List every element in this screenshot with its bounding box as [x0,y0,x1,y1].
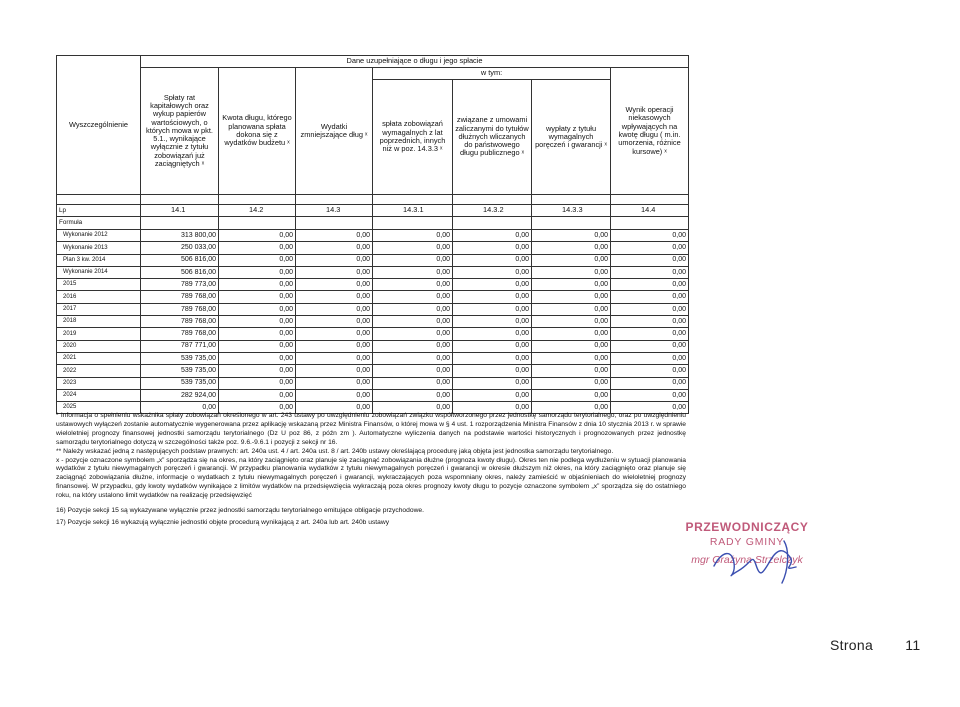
table-cell: 0,00 [453,377,532,389]
table-cell: 0,00 [453,291,532,303]
row-label: Wykonanie 2014 [57,266,141,278]
table-cell: 539 735,00 [141,365,219,377]
table-cell: 250 033,00 [141,242,219,254]
page-number: 11 [905,637,921,653]
table-cell: 0,00 [532,254,611,266]
table-cell: 0,00 [611,377,689,389]
spacer-row [57,195,689,205]
table-cell: 0,00 [532,316,611,328]
row-label: Wykonanie 2012 [57,230,141,242]
table-cell: 0,00 [373,266,453,278]
table-cell: 0,00 [453,316,532,328]
table-cell: 0,00 [219,230,296,242]
table-cell: 0,00 [219,389,296,401]
row-label: 2020 [57,340,141,352]
table-cell: 0,00 [453,352,532,364]
row-label: 2022 [57,365,141,377]
row-label: 2025 [57,402,141,414]
table-cell: 0,00 [532,340,611,352]
table-cell: 0,00 [532,402,611,414]
table-row [57,365,689,377]
header-col-14-4: Wynik operacji niekasowych wpływających na kwotę długu ( m.in. umorzenia, różnice kursowe) ˣ [611,68,689,195]
table-row [57,316,689,328]
table-cell: 0,00 [453,389,532,401]
header-col-14-3-1: spłata zobowiązań wymagalnych z lat poprzednich, innych niż w poz. 14.3.3 ˣ [373,80,453,195]
table-cell: 0,00 [296,279,373,291]
formula-row [57,217,689,230]
table-row [57,291,689,303]
table-cell: 0,00 [532,230,611,242]
table-cell: 0,00 [219,402,296,414]
table-cell: 0,00 [611,352,689,364]
table-cell: 0,00 [296,291,373,303]
row-label: 2015 [57,279,141,291]
stamp-line-council: RADY GMINY [709,536,785,548]
header-group-title: Dane uzupełniające o długu i jego spłacie [141,56,689,68]
table-row [57,389,689,401]
table-cell: 0,00 [373,365,453,377]
table-cell: 0,00 [296,340,373,352]
table-cell: 0,00 [296,230,373,242]
table-cell: 0,00 [532,279,611,291]
table-cell: 0,00 [219,352,296,364]
table-cell: 0,00 [296,254,373,266]
row-label: 2017 [57,303,141,315]
footnote-16: 16) Pozycje sekcji 15 są wykazywane wyłącznie przez jednostki samorządu terytorialnego emitujące obligacje przychodowe. [56,507,424,515]
table-cell: 0,00 [453,279,532,291]
table-row [57,266,689,278]
table-cell: 0,00 [373,389,453,401]
table-cell: 0,00 [373,242,453,254]
row-label: 2018 [57,316,141,328]
table-cell: 0,00 [611,340,689,352]
table-cell: 0,00 [296,377,373,389]
table-cell: 0,00 [532,242,611,254]
table-cell: 0,00 [373,340,453,352]
table-cell: 0,00 [219,328,296,340]
table-cell: 0,00 [453,340,532,352]
table-cell: 539 735,00 [141,377,219,389]
table-cell: 0,00 [219,303,296,315]
table-cell: 0,00 [219,377,296,389]
table-cell: 0,00 [373,230,453,242]
table-cell: 0,00 [532,377,611,389]
footnote-x: x - pozycje oznaczone symbolem „x” sporządza się na okres, na który zaciągnięto oraz planuje się zaciągnąć zobowiązania dłużne (prognoza kwoty długu). Okres ten nie podlega wydłużeniu w sytuacji planowania wydatków z tytułu niewymagalnych poręczeń i gwarancji. W przypadku planowania wydatków z tytułu niewymagalnych poręczeń i gwarancji w okresie dłuższym niż okres, na który zaciągnięto oraz planuje się zaciągnąć zobowiązania dłużne, informacje o wydatkach z tytułu niewymagalnych poręczeń i gwarancji, wykraczających poza wspomniany okres, należy zamieścić w objaśnieniach do wieloletniej prognozy finansowej. W przypadku, gdy kwoty wydatków wynikające z limitów wydatków na przedsięwzięcia wykraczają poza okres prognozy kwoty długu to pozycje oznaczone symbolem „x” sporządza się do ostatniego roku, na który ustalono limit wydatków na realizację przedsięwzięć [56,456,686,500]
table-cell: 0,00 [611,291,689,303]
table-cell: 789 768,00 [141,328,219,340]
table-cell: 0,00 [219,279,296,291]
table-cell: 0,00 [611,402,689,414]
table-cell: 0,00 [219,365,296,377]
footnote-1: * Informacja o spełnieniu wskaźnika spłaty zobowiązań określonego w art. 243 ustawy po uwzględnieniu zobowiązań związku współtworzonego przez jednostkę samorządu terytorialnego, oraz po uwzględnieniu ustawowych wyłączeń zostanie automatycznie wygenerowana przez aplikację wskazaną przez Ministra Finansów, o której mowa w § 4 ust. 1 rozporządzenia Ministra Finansów z dnia 10 stycznia 2013 r. w sprawie wieloletniej prognozy finansowej jednostki samorządu terytorialnego (Dz U poz 86, z późn zm ). Automatyczne wyliczenia danych na podstawie wartości historycznych i prognozowanych przez jednostkę samorządu terytorialnego dotyczą w szczególności także poz. 9.6.-9.6.1 i pozycji z sekcji nr 16. [56,412,686,446]
table-cell: 506 816,00 [141,254,219,266]
header-col-14-3-2: związane z umowami zaliczanymi do tytułów dłużnych wliczanych do państwowego długu publicznego ˣ [453,80,532,195]
table-cell: 0,00 [296,266,373,278]
table-cell: 313 800,00 [141,230,219,242]
table-cell: 0,00 [611,303,689,315]
table-cell: 0,00 [296,328,373,340]
table-cell: 0,00 [296,402,373,414]
row-label: 2024 [57,389,141,401]
row-label: 2023 [57,377,141,389]
table-cell: 0,00 [219,266,296,278]
table-cell: 0,00 [532,303,611,315]
table-cell: 789 768,00 [141,291,219,303]
table-cell: 0,00 [296,303,373,315]
stamp-line-name: mgr Grażyna Strzelczyk [691,554,803,566]
table-cell: 0,00 [611,279,689,291]
footnote-17: 17) Pozycje sekcji 16 wykazują wyłącznie jednostki objęte procedurą wynikającą z art. 240a lub art. 240b ustawy [56,518,390,526]
table-cell: 0,00 [296,352,373,364]
header-col-14-3-3: wypłaty z tytułu wymagalnych poręczeń i gwarancji ˣ [532,80,611,195]
table-cell: 0,00 [373,328,453,340]
table-row [57,279,689,291]
table-cell: 0,00 [453,242,532,254]
table-cell: 0,00 [532,266,611,278]
signature-icon [704,531,814,591]
lp-number: 14.3 [296,205,373,217]
table-cell: 0,00 [373,303,453,315]
table-cell: 0,00 [611,242,689,254]
table-row [57,242,689,254]
table-cell: 0,00 [611,266,689,278]
lp-number: 14.1 [141,205,219,217]
table-cell: 0,00 [453,303,532,315]
table-cell: 0,00 [532,352,611,364]
header-col-14-1: Spłaty rat kapitałowych oraz wykup papierów wartościowych, o których mowa w pkt. 5.1., wynikające wyłącznie z tytułu zobowiązań już zaciągniętych ˣ [141,68,219,195]
row-label: Wykonanie 2013 [57,242,141,254]
stamp-line-title: PRZEWODNICZĄCY [685,520,809,534]
table-cell: 0,00 [219,242,296,254]
table-row [57,352,689,364]
table-cell: 282 924,00 [141,389,219,401]
table-cell: 0,00 [532,291,611,303]
table-cell: 787 771,00 [141,340,219,352]
page-label: Strona [830,637,874,653]
lp-number: 14.2 [219,205,296,217]
table-cell: 0,00 [219,340,296,352]
lp-number: 14.3.3 [532,205,611,217]
lp-number: 14.3.1 [373,205,453,217]
table-cell: 0,00 [611,316,689,328]
table-cell: 0,00 [219,316,296,328]
table-cell: 0,00 [453,254,532,266]
table-cell: 0,00 [611,230,689,242]
table-row [57,340,689,352]
table-cell: 0,00 [373,279,453,291]
table-cell: 0,00 [532,389,611,401]
table-cell: 539 735,00 [141,352,219,364]
lp-label: Lp [57,205,141,217]
table-cell: 0,00 [611,365,689,377]
table-cell: 0,00 [453,230,532,242]
debt-table [56,55,689,414]
table-cell: 0,00 [532,328,611,340]
table-cell: 0,00 [141,402,219,414]
header-col-14-3: Wydatki zmniejszające dług ˣ [296,68,373,195]
table-row [57,230,689,242]
table-cell: 0,00 [453,328,532,340]
table-cell: 0,00 [373,254,453,266]
formula-label: Formuła [57,217,141,230]
row-label: Plan 3 kw. 2014 [57,254,141,266]
table-cell: 0,00 [373,377,453,389]
page-footer [830,637,920,653]
table-cell: 0,00 [373,402,453,414]
table-cell: 0,00 [373,352,453,364]
footnote-2: ** Należy wskazać jedną z następujących podstaw prawnych: art. 240a ust. 4 / art. 240a ust. 8 / art. 240b ustawy określającą procedurę jaką objęta jest jednostka samorządu terytorialnego. [56,447,614,455]
header-col-14-2: Kwota długu, którego planowana spłata dokona się z wydatków budżetu ˣ [219,68,296,195]
table-cell: 0,00 [373,291,453,303]
table-cell: 0,00 [611,254,689,266]
table-cell: 0,00 [296,365,373,377]
lp-number: 14.4 [611,205,689,217]
table-cell: 0,00 [373,316,453,328]
row-label: 2016 [57,291,141,303]
table-cell: 0,00 [296,242,373,254]
row-label: 2019 [57,328,141,340]
table-row [57,254,689,266]
table-cell: 0,00 [296,389,373,401]
table-cell: 789 768,00 [141,316,219,328]
data-rows [57,230,689,414]
row-label: 2021 [57,352,141,364]
table-cell: 506 816,00 [141,266,219,278]
table-cell: 0,00 [453,402,532,414]
table-cell: 789 773,00 [141,279,219,291]
header-row-label: Wyszczególnienie [57,56,141,195]
table-cell: 0,00 [296,316,373,328]
table-cell: 0,00 [611,328,689,340]
table-cell: 0,00 [611,389,689,401]
table-cell: 0,00 [453,365,532,377]
footnotes [56,412,686,528]
table-cell: 0,00 [219,291,296,303]
table-cell: 0,00 [453,266,532,278]
header-sub-group-title: w tym: [373,68,611,80]
table-cell: 0,00 [219,254,296,266]
table-row [57,377,689,389]
table-cell: 789 768,00 [141,303,219,315]
lp-row [57,205,689,217]
table-row [57,303,689,315]
table-cell: 0,00 [532,365,611,377]
lp-number: 14.3.2 [453,205,532,217]
table-row [57,328,689,340]
